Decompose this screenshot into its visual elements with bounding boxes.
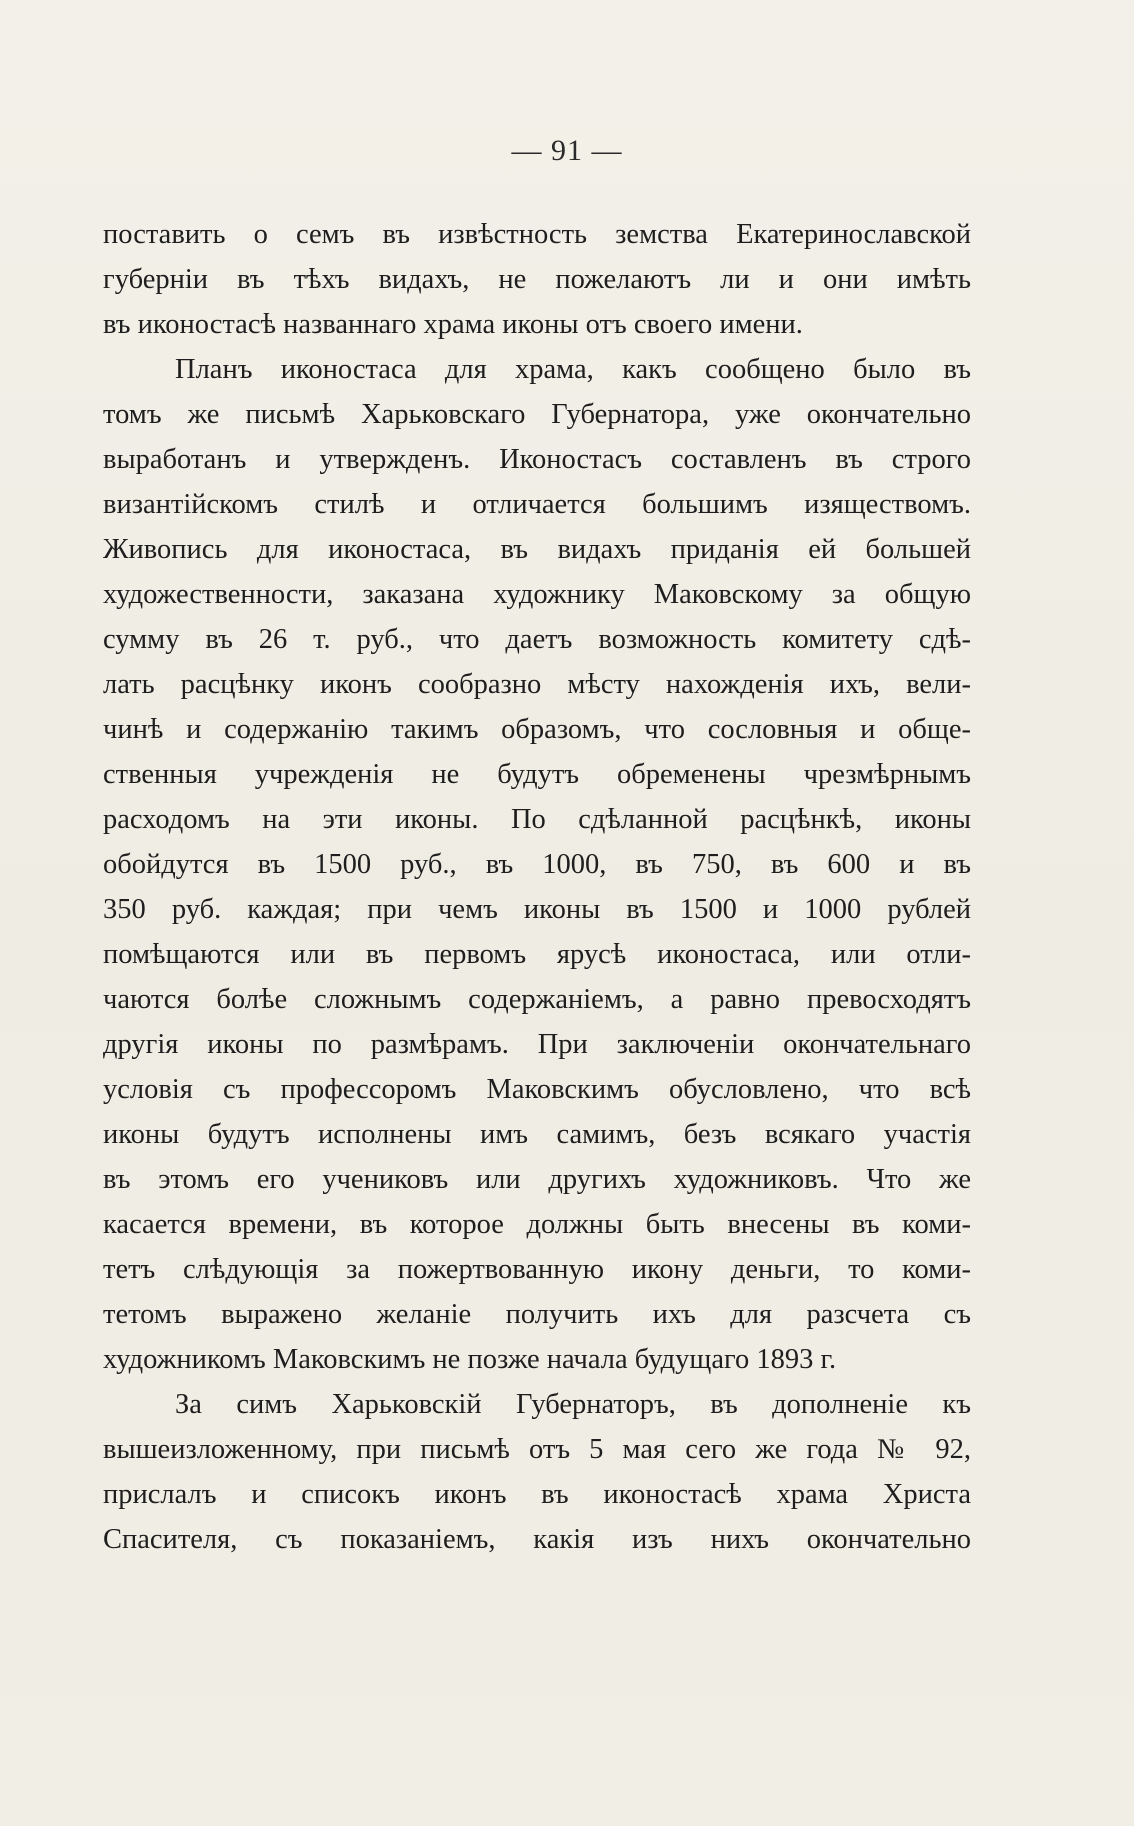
text-line: чаются болѣе сложнымъ содержаніемъ, а равно превосходятъ [103, 984, 971, 1015]
text-line: чинѣ и содержанію такимъ образомъ, что сословныя и обще- [103, 714, 971, 745]
text-line: художникомъ Маковскимъ не позже начала будущаго 1893 г. [103, 1344, 837, 1375]
text-line: ственныя учрежденія не будутъ обременены чрезмѣрнымъ [103, 759, 971, 790]
text-line: 350 руб. каждая; при чемъ иконы въ 1500 и 1000 рублей [103, 894, 971, 925]
text-line: Планъ иконостаса для храма, какъ сообщено было въ [175, 354, 971, 385]
text-line: въ иконостасѣ названнаго храма иконы отъ своего имени. [103, 309, 803, 340]
text-line: За симъ Харьковскій Губернаторъ, въ дополненіе къ [175, 1389, 971, 1420]
text-line: въ этомъ его учениковъ или другихъ художниковъ. Что же [103, 1164, 971, 1195]
text-line: прислалъ и списокъ иконъ въ иконостасѣ храма Христа [103, 1479, 971, 1510]
text-line: лать расцѣнку иконъ сообразно мѣсту нахожденія ихъ, вели- [103, 669, 971, 700]
text-line: Живопись для иконостаса, въ видахъ приданія ей большей [103, 534, 971, 565]
text-line: помѣщаются или въ первомъ ярусѣ иконостаса, или отли- [103, 939, 971, 970]
text-line: расходомъ на эти иконы. По сдѣланной расцѣнкѣ, иконы [103, 804, 971, 835]
text-line: выработанъ и утвержденъ. Иконостасъ составленъ въ строго [103, 444, 971, 475]
text-line: иконы будутъ исполнены имъ самимъ, безъ всякаго участія [103, 1119, 971, 1150]
text-line: тетъ слѣдующія за пожертвованную икону деньги, то коми- [103, 1254, 971, 1285]
text-line: касается времени, въ которое должны быть внесены въ коми- [103, 1209, 971, 1240]
text-line: вышеизложенному, при письмѣ отъ 5 мая сего же года № 92, [103, 1434, 971, 1465]
text-line: губерніи въ тѣхъ видахъ, не пожелаютъ ли и они имѣть [103, 264, 971, 295]
text-line: томъ же письмѣ Харьковскаго Губернатора, уже окончательно [103, 399, 971, 430]
text-line: другія иконы по размѣрамъ. При заключеніи окончательнаго [103, 1029, 971, 1060]
body-text [103, 212, 971, 1562]
text-line: условія съ профессоромъ Маковскимъ обусловлено, что всѣ [103, 1074, 971, 1105]
text-line: поставить о семъ въ извѣстность земства Екатеринославской [103, 219, 971, 250]
text-line: византійскомъ стилѣ и отличается большимъ изяществомъ. [103, 489, 971, 520]
text-line: сумму въ 26 т. руб., что даетъ возможность комитету сдѣ- [103, 624, 971, 655]
text-line: обойдутся въ 1500 руб., въ 1000, въ 750, въ 600 и въ [103, 849, 971, 880]
text-line: тетомъ выражено желаніе получить ихъ для разсчета съ [103, 1299, 971, 1330]
text-line: Спасителя, съ показаніемъ, какія изъ нихъ окончательно [103, 1524, 971, 1555]
page-number: — 91 — [511, 134, 623, 167]
text-line: художественности, заказана художнику Маковскому за общую [103, 579, 971, 610]
